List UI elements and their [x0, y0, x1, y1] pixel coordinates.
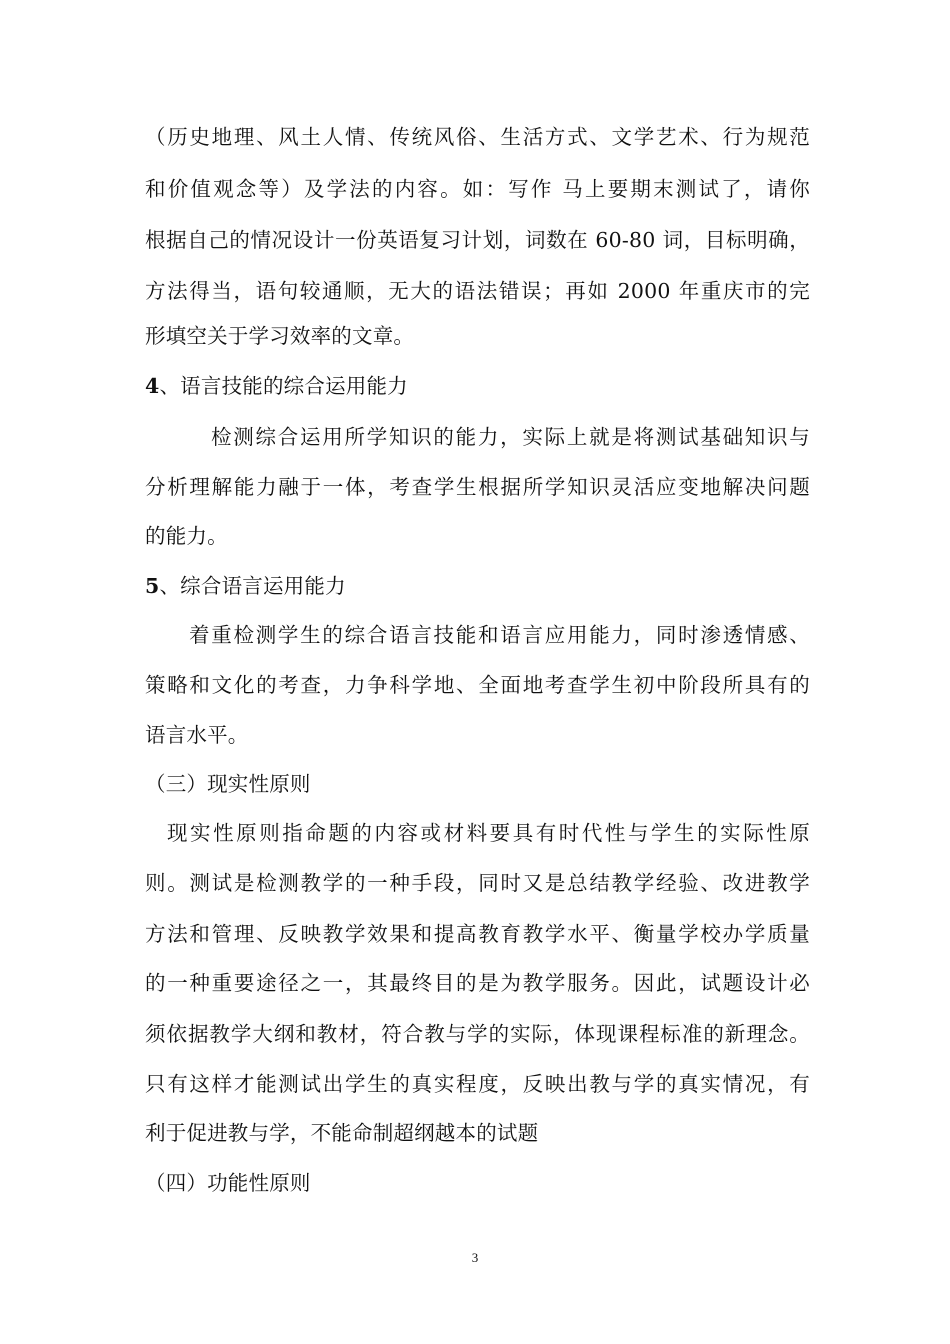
section-heading-4 [145, 373, 810, 399]
paragraph-line: 着重检测学生的综合语言技能和语言应用能力，同时渗透情感、 [189, 623, 810, 647]
paragraph-line: 的一种重要途径之一，其最终目的是为教学服务。因此，试题设计必 [145, 971, 810, 995]
paragraph-line: 利于促进教与学，不能命制超纲越本的试题 [145, 1121, 539, 1145]
paragraph-line: 只有这样才能测试出学生的真实程度，反映出教与学的真实情况，有 [145, 1072, 810, 1096]
section-number: 5 [145, 574, 160, 598]
section-heading-three: （三）现实性原则 [145, 772, 311, 796]
page-number: 3 [471, 1250, 479, 1265]
paragraph-line: 和价值观念等）及学法的内容。如：写作 马上要期末测试了，请你 [145, 177, 810, 201]
section-title: 、语言技能的综合运用能力 [159, 374, 408, 398]
section-title: 、综合语言运用能力 [159, 574, 346, 598]
paragraph-line: 检测综合运用所学知识的能力，实际上就是将测试基础知识与 [211, 425, 810, 449]
section-number: 4 [145, 374, 160, 398]
paragraph-line: 须依据教学大纲和教材，符合教与学的实际，体现课程标准的新理念。 [145, 1022, 810, 1046]
paragraph-line: （历史地理、风土人情、传统风俗、生活方式、文学艺术、行为规范 [145, 125, 810, 149]
section-heading-four: （四）功能性原则 [145, 1171, 311, 1195]
paragraph-line: 分析理解能力融于一体，考查学生根据所学知识灵活应变地解决问题 [145, 475, 810, 499]
paragraph-line: 现实性原则指命题的内容或材料要具有时代性与学生的实际性原 [167, 821, 810, 845]
paragraph-line: 方法得当，语句较通顺，无大的语法错误；再如 2000 年重庆市的完 [145, 279, 810, 303]
paragraph-line: 则。测试是检测教学的一种手段，同时又是总结教学经验、改进教学 [145, 871, 810, 895]
paragraph-line: 形填空关于学习效率的文章。 [145, 324, 415, 348]
section-heading-5 [145, 573, 810, 599]
paragraph-line: 方法和管理、反映教学效果和提高教育教学水平、衡量学校办学质量 [145, 922, 810, 946]
paragraph-line: 根据自己的情况设计一份英语复习计划，词数在 60-80 词，目标明确， [145, 228, 810, 252]
paragraph-line: 的能力。 [145, 524, 228, 548]
paragraph-line: 策略和文化的考查，力争科学地、全面地考查学生初中阶段所具有的 [145, 673, 810, 697]
paragraph-line: 语言水平。 [145, 723, 249, 747]
